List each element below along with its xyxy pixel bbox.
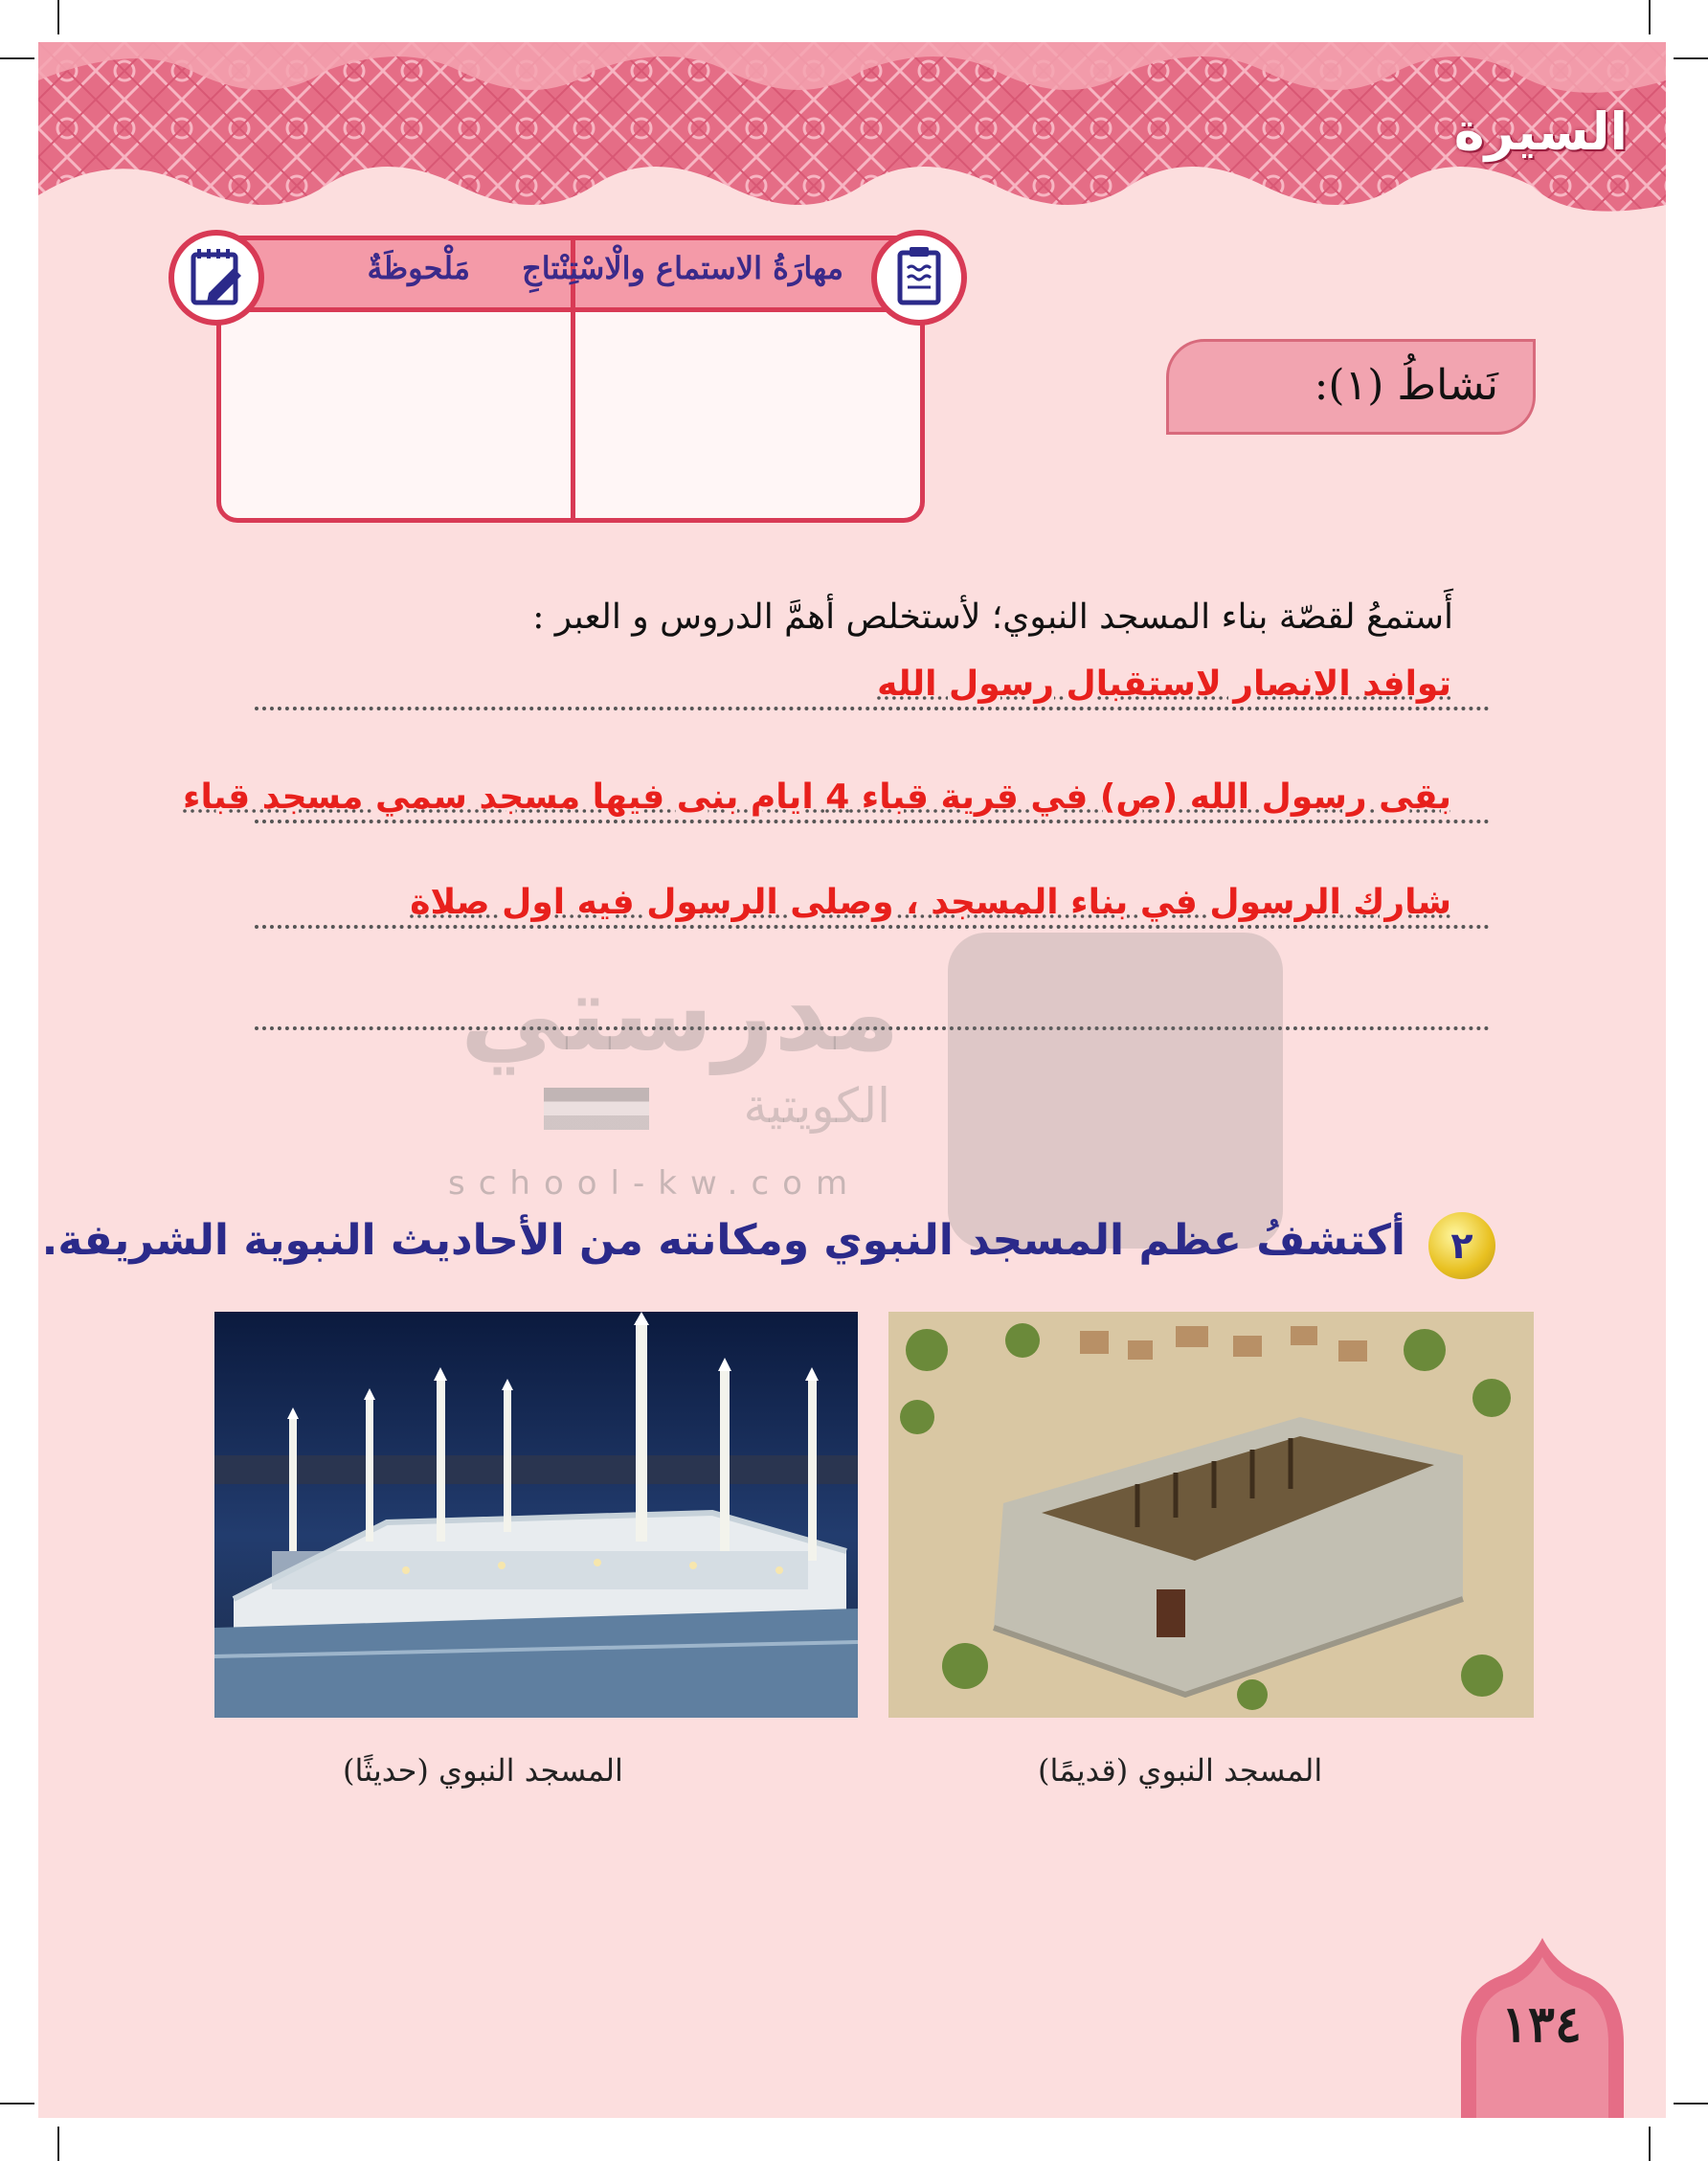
crop-mark [1649, 0, 1651, 34]
activity-tag [1166, 339, 1536, 435]
page-number: ١٣٤ [1501, 1995, 1582, 2054]
old-photo-caption: المسجد النبوي (قديمًا) [1038, 1752, 1323, 1789]
answer-line [255, 820, 1490, 823]
ornamental-banner [38, 42, 1666, 243]
activity-label: نَشاطُ (١): [1314, 361, 1498, 410]
crop-mark [1649, 2127, 1651, 2161]
watermark-name: مدرستي [460, 952, 900, 1074]
skills-note-box [216, 236, 925, 523]
watermark-logo [948, 933, 1283, 1249]
modern-photo-caption: المسجد النبوي (حديثًا) [343, 1752, 623, 1789]
clipboard-icon [871, 230, 967, 326]
section-title: السيرة [1453, 101, 1628, 162]
answer-text: توافد الانصار لاستقبال رسول الله [877, 664, 1451, 704]
crop-mark [1674, 57, 1708, 59]
task-heading: أكتشفُ عظم المسجد النبوي ومكانته من الأحاديث النبوية الشريفة. [41, 1216, 1405, 1265]
answer-text: شارك الرسول في بناء المسجد ، وصلى الرسول فيه اول صلاة [410, 883, 1451, 922]
task-number-badge: ٢ [1428, 1212, 1495, 1279]
old-mosque-photo [888, 1312, 1534, 1718]
flag-icon [544, 1088, 649, 1130]
crop-mark [57, 0, 59, 34]
note-label: مَلْحوظَةٌ [367, 250, 470, 286]
crop-mark [57, 2127, 59, 2161]
answer-line [255, 925, 1490, 929]
crop-mark [0, 57, 34, 59]
activity-instruction: أَستمعُ لقصّة بناء المسجد النبوي؛ لأستخلص أهمَّ الدروس و العبر : [532, 597, 1453, 637]
skill-label: مهارَةُ الاستماع والْاسْتِنْتاجِ [522, 250, 843, 286]
answer-line [255, 707, 1490, 710]
watermark-sub: الكويتية [743, 1078, 890, 1134]
notepad-pencil-icon [169, 230, 264, 326]
crop-mark [0, 2103, 34, 2105]
crop-mark [1674, 2103, 1708, 2105]
watermark-url: school-kw.com [448, 1164, 862, 1203]
modern-mosque-photo [214, 1312, 858, 1718]
textbook-page [38, 42, 1666, 2118]
answer-text: بقى رسول الله (ص) في قرية قباء 4 ايام بنى فيها مسجد سمي مسجد قباء [183, 777, 1451, 817]
